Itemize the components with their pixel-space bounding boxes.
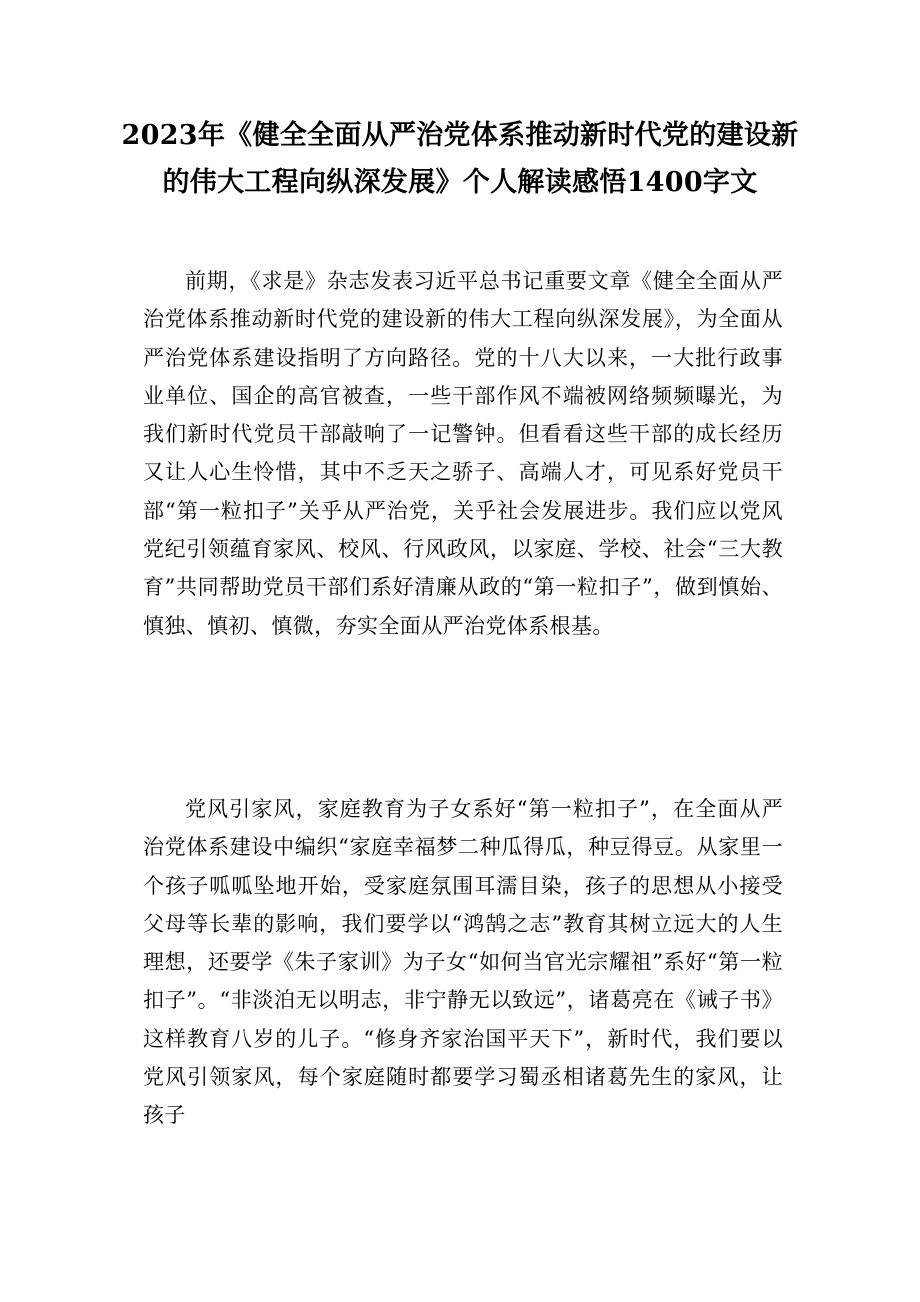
paragraph-2: 党风引家风，家庭教育为子女系好“第一粒扣子”，在全面从严治党体系建设中编织“家庭幸福梦二种瓜得瓜，种豆得豆。从家里一个孩子呱呱坠地开始，受家庭氛围耳濡目染，孩子的思想从小接受父母等长辈的影响，我们要学以“鸿鹄之志”教育其树立远大的人生理想，还要学《朱子家训》为子女“如何当官光宗耀祖”系好“第一粒扣子”。“非淡泊无以明志，非宁静无以致远”，诸葛亮在《诫子书》这样教育八岁的儿子。“修身齐家治国平天下”，新时代，我们要以党风引领家风，每个家庭随时都要学习蜀丞相诸葛先生的家风，让孩子 xyxy=(143,797,783,1128)
document-title: 2023年《健全全面从严治党体系推动新时代党的建设新的伟大工程向纵深发展》个人解读感悟1400字文 xyxy=(121,120,799,198)
paragraph-1: 前期，《求是》杂志发表习近平总书记重要文章《健全全面从严治党体系推动新时代党的建设新的伟大工程向纵深发展》，为全面从严治党体系建设指明了方向路径。党的十八大以来，一大批行政事业单位、国企的高官被查，一些干部作风不端被网络频频曝光，为我们新时代党员干部敲响了一记警钟。但看看这些干部的成长经历又让人心生怜惜，其中不乏天之骄子、高端人才，可见系好党员干部“第一粒扣子”关乎从严治党，关乎社会发展进步。我们应以党风党纪引领蕴育家风、校风、行风政风，以家庭、学校、社会“三大教育”共同帮助党员干部们系好清廉从政的“第一粒扣子”，做到慎始、慎独、慎初、慎微，夯实全面从严治党体系根基。 xyxy=(143,269,783,638)
